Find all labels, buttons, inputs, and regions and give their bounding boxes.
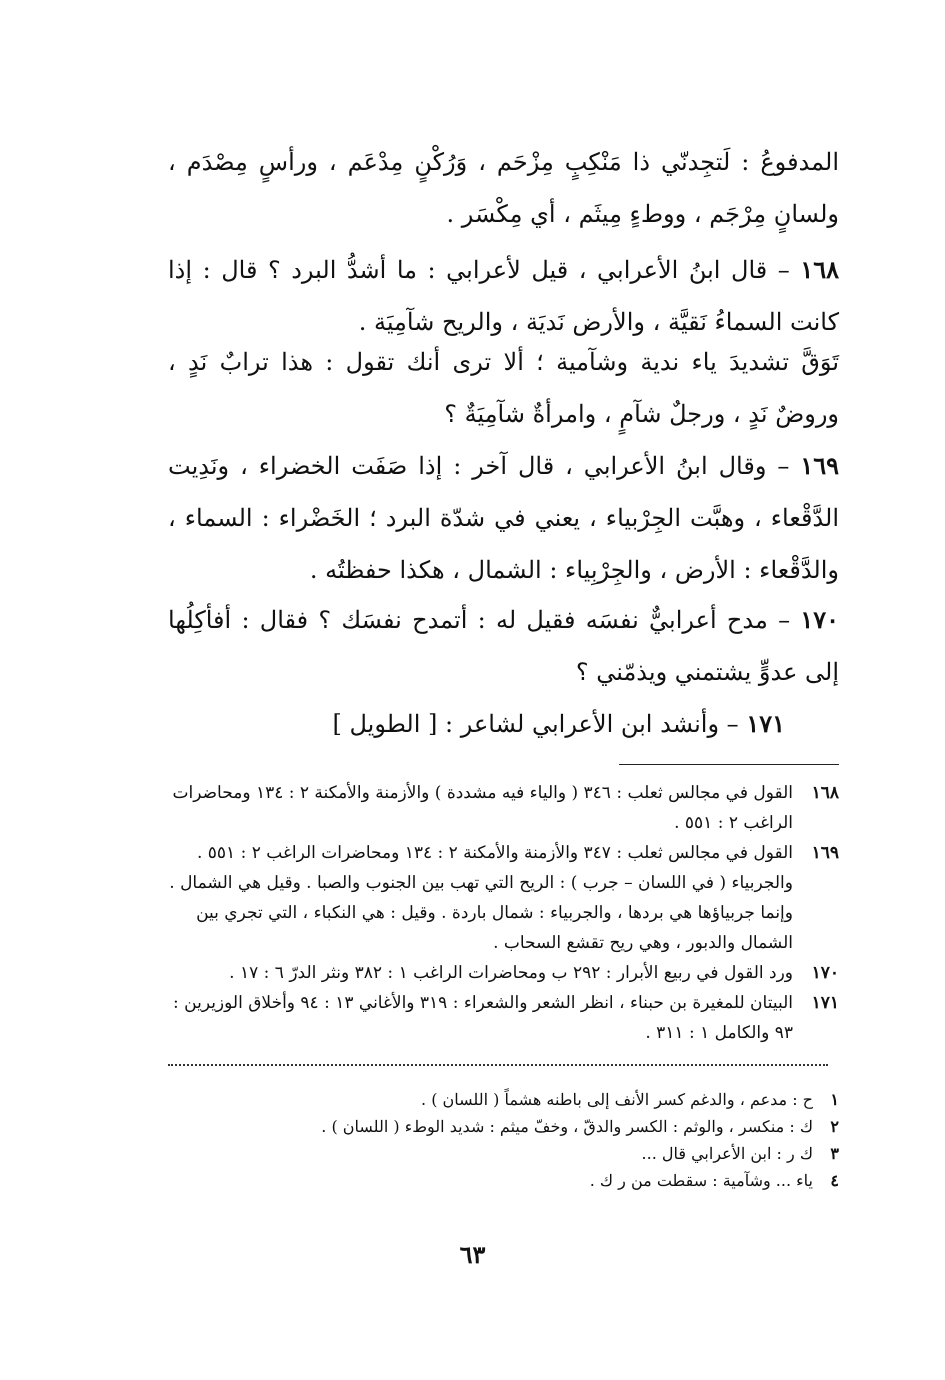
paragraph-text: المدفوعُ : لَتجِدنّي ذا مَنْكِبٍ مِزْحَم ، وَرُكْنٍ مِدْعَم ، ورأسٍ مِصْدَم ، ولسانٍ مِرْجَم ، ووطءٍ مِيثَم ، أي مِكْسَر . xyxy=(168,148,839,228)
source-note xyxy=(168,838,839,958)
textual-note xyxy=(279,1113,839,1140)
textual-notes-separator xyxy=(168,1064,828,1066)
commentary-text: تَوَقَّ تشديدَ ياء ندية وشآمية ؛ ألا ترى أنك تقول : هذا ترابٌ نَدٍ ، وروضٌ نَدٍ ، ورجلٌ شآمٍ ، وامرأةٌ شآمِيَةٌ ؟ xyxy=(168,348,839,428)
footnote-separator xyxy=(619,764,839,765)
note-text: ياء ... وشآمية : سقطت من ر ك . xyxy=(589,1171,813,1190)
entry-text: – وأنشد ابن الأعرابي لشاعر : [ الطويل ] xyxy=(332,710,739,738)
note-number: ٣ xyxy=(830,1144,839,1163)
note-number: ٢ xyxy=(830,1117,839,1136)
textual-note xyxy=(279,1086,839,1113)
note-text: ح : مدعم ، والدغم كسر الأنف إلى باطنه هشماً ( اللسان ) . xyxy=(421,1090,813,1109)
textual-note xyxy=(279,1140,839,1167)
note-text: البيتان للمغيرة بن حبناء ، انظر الشعر والشعراء : ٣١٩ والأغاني ١٣ : ٩٤ وأخلاق الوزيرين : ٩٣ والكامل ١ : ٣١١ . xyxy=(173,993,793,1043)
source-note xyxy=(168,958,839,988)
commentary-168 xyxy=(168,336,839,440)
page-number: ٦٣ xyxy=(459,1240,486,1269)
source-notes xyxy=(168,778,839,1048)
entry-number: ١٧١ xyxy=(746,709,785,738)
entry-text: – مدح أعرابيٌّ نفسَه فقيل له : أتمدح نفسَك ؟ فقال : أفأكِلُها إلى عدوٍّ يشتمني ويذمّني ؟ xyxy=(168,606,839,686)
note-number: ١٧١ xyxy=(811,993,839,1013)
source-note xyxy=(168,778,839,838)
note-number: ١٦٩ xyxy=(811,843,839,863)
note-text: القول في مجالس ثعلب : ٣٤٧ والأزمنة والأمكنة ٢ : ١٣٤ ومحاضرات الراغب ٢ : ٥٥١ . والجربياء ( في اللسان – جرب ) : الريح التي تهب بين الجنوب والصبا . وقيل هي الشمال . وإنما جربياؤها هي بردها ، والجربياء : شمال باردة . وقيل : هي النكباء ، التي تجري بين الشمال والدبور ، وهي ريح تقشع السحاب . xyxy=(169,843,793,953)
note-number: ٤ xyxy=(830,1171,839,1190)
note-number: ١٦٨ xyxy=(811,783,839,803)
entry-170 xyxy=(168,594,839,698)
textual-notes xyxy=(279,1086,839,1194)
entry-number: ١٦٨ xyxy=(800,255,839,284)
note-number: ١٧٠ xyxy=(811,963,839,983)
textual-note xyxy=(279,1167,839,1194)
entry-number: ١٧٠ xyxy=(800,605,839,634)
source-note xyxy=(168,988,839,1048)
note-text: ك : منكسر ، والوثم : الكسر والدقّ ، وخفّ ميثم : شديد الوطء ( اللسان ) . xyxy=(321,1117,813,1136)
entry-text: – قال ابنُ الأعرابي ، قيل لأعرابي : ما أشدُّ البرد ؟ قال : إذا كانت السماءُ نَقيَّة ، والأرض نَديَة ، والريح شآمِيَة . xyxy=(168,256,839,336)
entry-171 xyxy=(168,704,785,744)
note-text: ورد القول في ربيع الأبرار : ٢٩٢ ب ومحاضرات الراغب ١ : ٣٨٢ ونثر الدرّ ٦ : ١٧ . xyxy=(229,963,793,983)
note-text: ك ر : ابن الأعرابي قال ... xyxy=(641,1144,813,1163)
paragraph-continuation xyxy=(168,136,839,240)
note-text: القول في مجالس ثعلب : ٣٤٦ ( والياء فيه مشددة ) والأزمنة والأمكنة ٢ : ١٣٤ ومحاضرات الراغب ٢ : ٥٥١ . xyxy=(172,783,793,833)
entry-number: ١٦٩ xyxy=(800,451,839,480)
note-number: ١ xyxy=(830,1090,839,1109)
entry-169 xyxy=(168,440,839,596)
entry-168 xyxy=(168,244,839,348)
entry-text: – وقال ابنُ الأعرابي ، قال آخر : إذا صَفَت الخضراء ، ونَدِيت الدَّقْعاء ، وهبَّت الجِرْبياء ، يعني في شدّة البرد ؛ الخَضْراء : السماء ، والدَّقْعاء : الأرض ، والجِرْبِياء : الشمال ، هكذا حفظتُه . xyxy=(168,452,839,584)
